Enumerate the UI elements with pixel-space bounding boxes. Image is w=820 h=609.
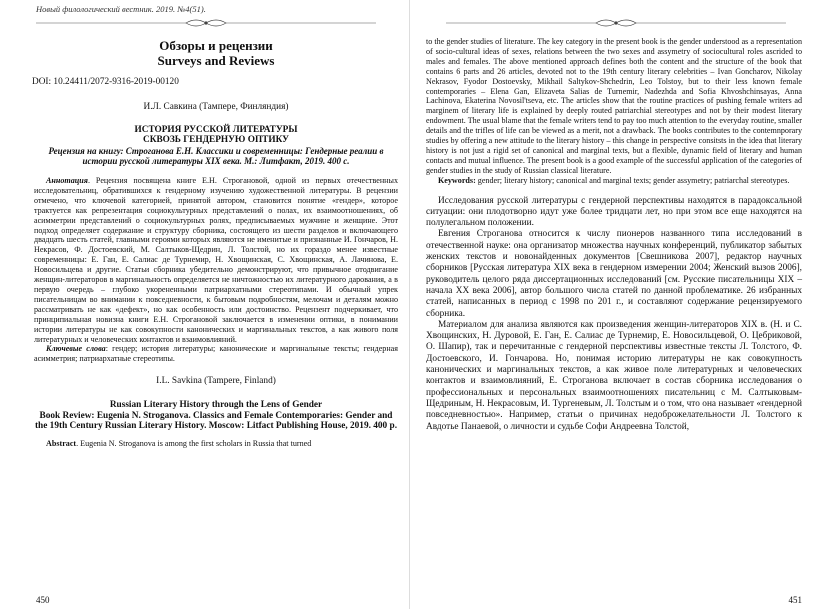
page-number-left: 450	[36, 595, 50, 605]
keywords-ru-text: : гендер; история литературы; канонические и маргинальные тексты; гендерная асимметрия; патриархатные стереотипы.	[34, 344, 398, 364]
book-review-ru: Рецензия на книгу: Строганова Е.Н. Классики и современницы: Гендерные реалии в истории русской литературы XIX века. М.: Литфакт, 2019. 400 с.	[48, 145, 384, 166]
abstract-ru	[34, 176, 398, 344]
article-title-en: Russian Literary History through the Lens of Gender	[109, 400, 323, 411]
abstract-en-start	[34, 439, 398, 449]
section-title-en: Surveys and Reviews	[157, 53, 275, 68]
author-ru: И.Л. Савкина (Тампере, Финляндия)	[143, 101, 289, 112]
body-paragraph-1: Исследования русской литературы с гендерной перспективы находятся в парадоксальной ситуации: они плодотворно идут уже более тридцати лет, но при этом все еще находятся на полулегальном положении.	[426, 195, 802, 229]
abstract-en-continued: to the gender studies of literature. The key category in the present book is the gender understood as a representation of socio-cultural ideas of sexes, relations between the two sexes and assymetry of sociocultural roles ascrided to males and females. The above mentioned approach defines both the content and the structure of the book that contains 6 parts and 26 articles, devoted not to the 19th century literary celebrities – Ivan Goncharov, Nikolay Nekrasov, Fyodor Dostoevsky, Mikhail Saltykov-Shchedrin, Leo Tolstoy, but to their less known female contemporaries – Elena Gan, Elizaveta Salias de Turnemir, Nadezhda and Sofia Khvoshchinsayas, Anna Lachinova, Ekaterina Novosil'tseva, etc. The articles show that the routine practices of pushing female writers ad marginem of literary life is explained by deeply routed patriarchial stereotypes and not by their modest literary endowment. The usual blame that the female writers tend to pay too much attention to the everyday routine, smaller details and the trifles of life can be viewed as a merit, not a drawback. The books contributes to the contemnporary studies by offering a new attitude to the literary history – this change in perspective consitsts in the idea that literary history is not just a rigid set of canonical and marginal texts, but a flexible, dynamic field of literary and human contacts and mutual influence. The present book is a good example of the successful application of the categories of gender studies in the study of Russian classical literature.	[426, 37, 802, 175]
book-review-en: Book Review: Eugenia N. Stroganova. Classics and Female Contemporaries: Gender and the 19th Century Russian Literary History. Moscow: Litfact Publishing House, 2019. 400 p.	[34, 410, 398, 431]
right-page	[410, 0, 820, 609]
ornament-divider-icon	[36, 17, 376, 29]
article-title-ru-line1: ИСТОРИЯ РУССКОЙ ЛИТЕРАТУРЫ	[134, 124, 298, 135]
keywords-ru	[34, 344, 398, 364]
body-paragraph-2: Евгения Строганова относится к числу пионеров названного типа исследований в отечественной науке: она организатор множества научных конференций, публикатор забытых женских текстов и новонайденных документов [Свешникова 2007], редактор научных сборников [Русская литература XIX века в гендерном измерении 2004; Женский вызов 2006], руководитель целого ряда диссертационных исследований [см. Русские писательницы XIX – начала XX века 2006], автор большого числа статей по данной проблематике. 26 избранных статей, написанных в период с 1998 по 201 г., и составляют содержание рецензируемого сборника.	[426, 229, 802, 319]
abstract-ru-text: . Рецензия посвящена книге Е.Н. Строгановой, одной из первых отечественных исследовательниц, обратившихся к гендерному изучению художественной литературы. В рецензии отмечено, что ключевой категорией, принятой автором, становится понятие «гендер», которое трактуется как репрезентация социокультурных представлений о полах, их взаимоотношениях, об асимметрии представлений о социокультурных ролях, предписываемых мужчине и женщине. Этот подход определяет содержание и структуру сборника, состоящего из шести разделов и включающего двадцать шесть статей, главными героями которых являются не именитые и признанные И. Гончаров, Н. Некрасов, Ф. Достоевский, М. Салтыков-Щедрин, Л. Толстой, но их гораздо менее известные современницы: Е. Ган, Е. Салиас де Турнемир, Н. Хвощинская, С. Хвощинская, А. Лачинова, Е. Новосильцева и другие. Статьи сборника убедительно демонстрируют, что привычное отодвигание женщин-литераторов в маргинальность определяется не ничтожностью их литературного дарования, а в первую очередь – глубоко укорененными патриархатными стереотипами. И обычный упрек писательницам во внимании к повседневности, к бытовым подробностям, мелочам и деталям можно рассматривать не как «дефект», но как особенность или достоинство. Рецензент подчеркивает, что принципиальная новизна книги Е.Н. Строгановой заключается в изменении оптики, в понимании истории литературы не как совокупности канонических и маргинальных текстов, а как живого поля литературных и человеческих контактов и взаимовлияний.	[34, 176, 398, 344]
abstract-en-text: . Eugenia N. Stroganova is among the first scholars in Russia that turned	[76, 439, 312, 449]
section-title-ru: Обзоры и рецензии	[159, 38, 273, 53]
keywords-en	[426, 176, 802, 186]
running-head: Новый филологический вестник. 2019. №4(51).	[36, 4, 206, 14]
keywords-ru-label: Ключевые слова	[46, 344, 106, 354]
author-en: I.L. Savkina (Tampere, Finland)	[156, 376, 276, 387]
body-paragraph-3: Материалом для анализа являются как произведения женщин-литераторов XIX в. (Н. и С. Хвощинских, Н. Дуровой, Е. Ган, Е. Салиас де Турнемир, Е. Новосильцевой, О. Цебриковой, О. Шапир), так и перечитанные с гендерной перспективы известные тексты Л. Толстого, Ф. Достоевского, И. Гончарова. Но, понимая историю литературы не как совокупность канонических и маргинальных текстов, а как живое поле литературных и человеческих контактов и взаимовлияний, Е. Строганова включает в состав сборника исследования о профессиональных и персональных взаимоотношениях писательниц с М. Салтыковым-Щедриным, Н. Некрасовым, И. Тургеневым, Л. Толстым и о том, что она называет «гендерной повседневностью». Например, статьи о причинах недоброжелательности Л. Толстого к Авдотье Панаевой, о личности и судьбе Софи Андреевна Толстой,	[426, 319, 802, 432]
keywords-en-text: gender; literary history; canonical and marginal texts; gender assymetry; patriarchal stereotypes.	[475, 175, 790, 185]
abstract-en-label: Abstract	[46, 439, 77, 449]
abstract-ru-label: Аннотация	[46, 176, 88, 186]
keywords-en-label: Keywords:	[438, 175, 476, 185]
article-title-ru-line2: СКВОЗЬ ГЕНДЕРНУЮ ОПТИКУ	[142, 135, 289, 146]
page-number-right: 451	[788, 595, 802, 605]
doi: DOI: 10.24411/2072-9316-2019-00120	[32, 77, 179, 87]
ornament-divider-icon	[446, 17, 786, 29]
